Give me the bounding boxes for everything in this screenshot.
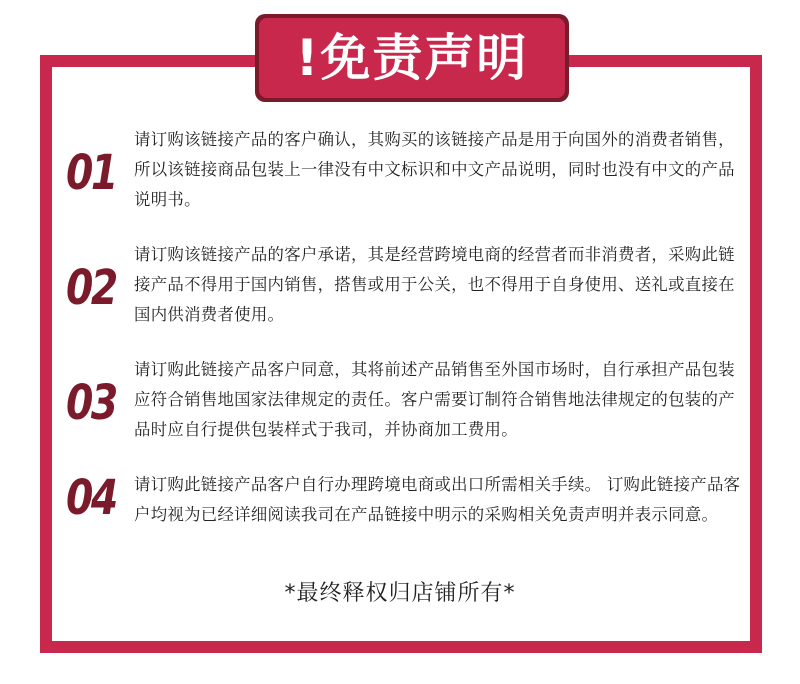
item-number: 02 [66,260,116,316]
item-text: 请订购该链接产品的客户确认，其购买的该链接产品是用于向国外的消费者销售，所以该链接商品包装上一律没有中文标识和中文产品说明，同时也没有中文的产品说明书。 [134,130,735,209]
title-badge [255,14,569,102]
item-number: 03 [66,375,116,431]
item-number: 01 [66,145,116,201]
item-text: 请订购该链接产品的客户承诺，其是经营跨境电商的经营者而非消费者，采购此链接产品不得用于国内销售，搭售或用于公关，也不得用于自身使用、送礼或直接在国内供消费者使用。 [134,245,735,324]
page-title: !免责声明 [259,18,565,98]
item-text: 请订购此链接产品客户同意，其将前述产品销售至外国市场时，自行承担产品包装应符合销售地国家法律规定的责任。客户需要订制符合销售地法律规定的包装的产品时应自行提供包装样式于我司，并协商加工费用。 [134,360,735,439]
item-text: 请订购此链接产品客户自行办理跨境电商或出口所需相关手续。 订购此链接产品客户均视为已经详细阅读我司在产品链接中明示的采购相关免责声明并表示同意。 [134,475,741,524]
item-number: 04 [66,470,116,526]
footer-note: *最终释权归店铺所有* [284,581,516,606]
